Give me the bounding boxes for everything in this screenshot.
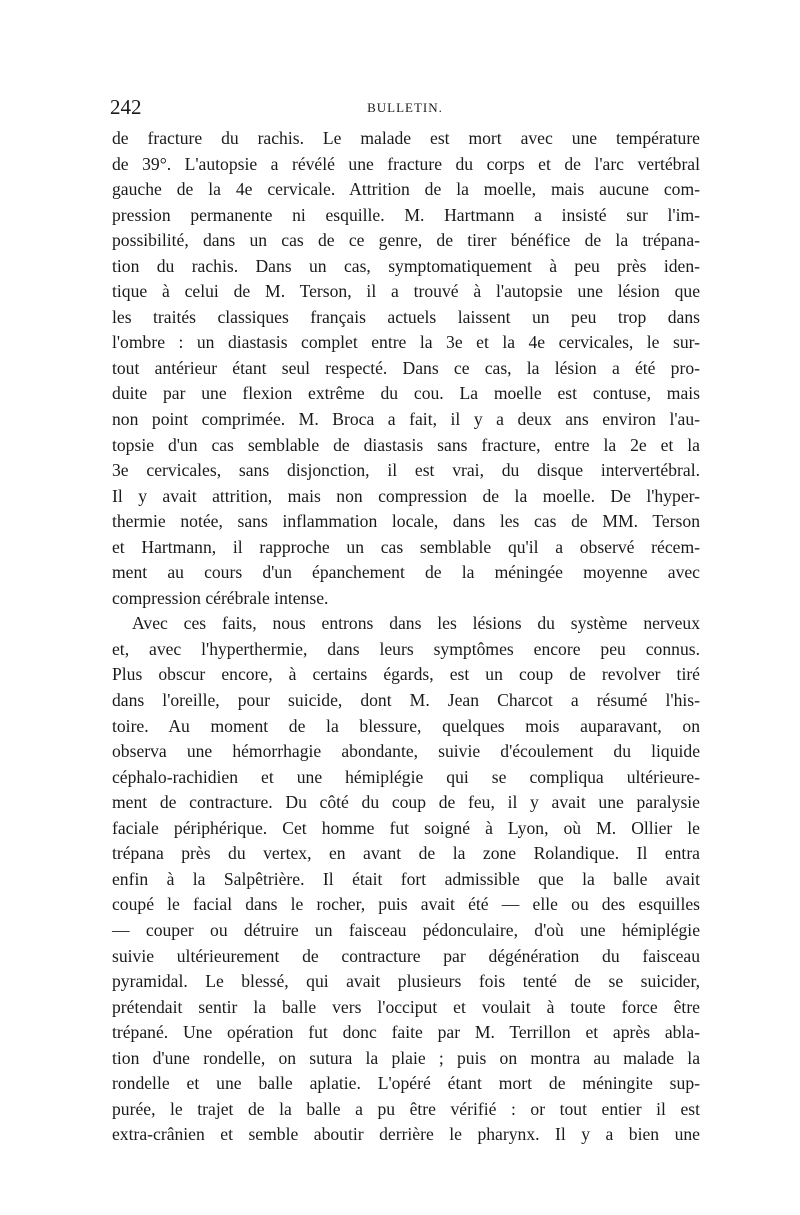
running-head: BULLETIN.: [367, 100, 443, 115]
text-line: [112, 739, 700, 765]
text-line: [112, 228, 700, 254]
text-line: [112, 484, 700, 510]
line-text: dans l'oreille, pour suicide, dont M. Jean Charcot a résumé l'his-: [112, 690, 700, 711]
line-text: rondelle et une balle aplatie. L'opéré étant mort de méningite sup-: [112, 1073, 700, 1094]
line-text: ment au cours d'un épanchement de la méningée moyenne avec: [112, 562, 700, 583]
text-line: [112, 560, 700, 586]
line-text: toire. Au moment de la blessure, quelques mois auparavant, on: [112, 715, 700, 736]
line-text: Plus obscur encore, à certains égards, est un coup de revolver tiré: [112, 664, 700, 685]
text-line: [112, 944, 700, 970]
text-line: [112, 1071, 700, 1097]
line-text: trépana près du vertex, en avant de la zone Rolandique. Il entra: [112, 843, 700, 864]
text-line: [112, 330, 700, 356]
page-number: 242: [110, 95, 142, 119]
text-line: [112, 1046, 700, 1072]
text-line: [112, 867, 700, 893]
line-text: trépané. Une opération fut donc faite par M. Terrillon et après abla-: [112, 1022, 700, 1043]
text-line: [112, 969, 700, 995]
line-text: purée, le trajet de la balle a pu être vérifié : or tout entier il est: [112, 1098, 700, 1119]
text-line: [112, 892, 700, 918]
line-text: Il y avait attrition, mais non compression de la moelle. De l'hyper-: [112, 485, 700, 506]
line-text: coupé le facial dans le rocher, puis avait été — elle ou des esquilles: [112, 894, 700, 915]
line-text: de fracture du rachis. Le malade est mort avec une température: [112, 128, 700, 148]
text-line: [112, 714, 700, 740]
line-text: l'ombre : un diastasis complet entre la 3e et la 4e cervicales, le sur-: [112, 332, 700, 353]
line-text: ment de contracture. Du côté du coup de feu, il y avait une paralysie: [112, 792, 700, 813]
text-line: [112, 152, 700, 178]
text-line: [112, 458, 700, 484]
text-line: [112, 790, 700, 816]
line-text: céphalo-rachidien et une hémiplégie qui se compliqua ultérieure-: [112, 766, 700, 787]
line-text: duite par une flexion extrême du cou. La moelle est contuse, mais: [112, 383, 700, 404]
text-line: [112, 126, 700, 152]
text-line: [112, 203, 700, 229]
line-text: possibilité, dans un cas de ce genre, de tirer bénéfice de la trépana-: [112, 230, 700, 251]
text-line: [112, 662, 700, 688]
text-line: [112, 356, 700, 382]
line-text: gauche de la 4e cervicale. Attrition de la moelle, mais aucune com-: [112, 179, 700, 200]
line-text: faciale périphérique. Cet homme fut soigné à Lyon, où M. Ollier le: [112, 817, 700, 838]
text-line: [112, 611, 700, 637]
text-line: [112, 995, 700, 1021]
text-line: [112, 381, 700, 407]
text-line: [112, 407, 700, 433]
line-text: tique à celui de M. Terson, il a trouvé à l'autopsie une lésion que: [112, 281, 700, 302]
line-text: tion d'une rondelle, on sutura la plaie ; puis on montra au malade la: [112, 1047, 700, 1068]
line-text: tout antérieur étant seul respecté. Dans ce cas, la lésion a été pro-: [112, 357, 700, 378]
text-line: [112, 177, 700, 203]
text-line: [112, 433, 700, 459]
line-text: et, avec l'hyperthermie, dans leurs symptômes encore peu connus.: [112, 638, 700, 659]
line-text: — couper ou détruire un faisceau pédonculaire, d'où une hémiplégie: [112, 919, 700, 940]
line-text: et Hartmann, il rapproche un cas semblable qu'il a observé récem-: [112, 536, 700, 557]
text-line: [112, 1097, 700, 1123]
line-text: thermie notée, sans inflammation locale, dans les cas de MM. Terson: [112, 511, 700, 532]
body-text: [112, 126, 700, 1148]
line-text: compression cérébrale intense.: [112, 587, 329, 608]
line-text: les traités classiques français actuels laissent un peu trop dans: [112, 306, 700, 327]
line-text: tion du rachis. Dans un cas, symptomatiquement à peu près iden-: [112, 255, 700, 276]
text-line: [112, 279, 700, 305]
text-line: [112, 637, 700, 663]
text-line: [112, 816, 700, 842]
text-line: [112, 765, 700, 791]
line-text: pression permanente ni esquille. M. Hartmann a insisté sur l'im-: [112, 204, 700, 225]
line-text: pyramidal. Le blessé, qui avait plusieurs fois tenté de se suicider,: [112, 971, 700, 992]
line-text: topsie d'un cas semblable de diastasis sans fracture, entre la 2e et la: [112, 434, 700, 455]
text-line: [112, 688, 700, 714]
text-line: [112, 254, 700, 280]
line-text: extra-crânien et semble aboutir derrière le pharynx. Il y a bien une: [112, 1124, 700, 1145]
text-line: [112, 841, 700, 867]
line-text: observa une hémorrhagie abondante, suivie d'écoulement du liquide: [112, 741, 700, 762]
line-text: prétendait sentir la balle vers l'occiput et voulait à toute force être: [112, 996, 700, 1017]
line-text: 3e cervicales, sans disjonction, il est vrai, du disque intervertébral.: [112, 460, 700, 481]
text-line: [112, 918, 700, 944]
text-line: [112, 509, 700, 535]
text-line: [112, 305, 700, 331]
text-line: [112, 1122, 700, 1148]
text-line: [112, 535, 700, 561]
line-text: suivie ultérieurement de contracture par dégénération du faisceau: [112, 945, 700, 966]
line-text: non point comprimée. M. Broca a fait, il y a deux ans environ l'au-: [112, 409, 700, 430]
line-text: Avec ces faits, nous entrons dans les lésions du système nerveux: [132, 613, 700, 634]
page-header: [110, 95, 700, 125]
text-line: [112, 1020, 700, 1046]
line-text: de 39°. L'autopsie a révélé une fracture du corps et de l'arc vertébral: [112, 153, 700, 174]
text-line: [112, 586, 700, 612]
line-text: enfin à la Salpêtrière. Il était fort admissible que la balle avait: [112, 868, 700, 889]
